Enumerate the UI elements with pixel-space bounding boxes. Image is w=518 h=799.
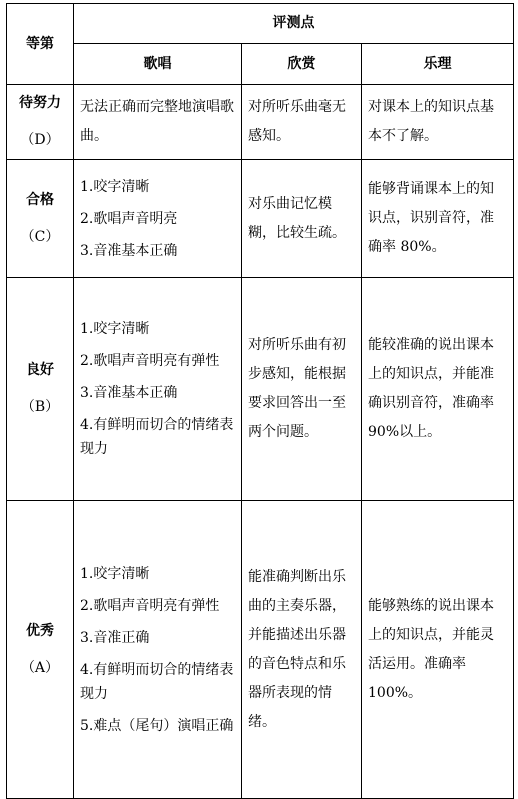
table-row — [7, 85, 514, 160]
singing-item: 3.音准基本正确 — [80, 242, 178, 259]
singing-cell — [74, 278, 242, 501]
theory-cell — [362, 85, 514, 160]
appreciation-text: 对乐曲记忆模糊，比较生疏。 — [248, 195, 346, 241]
appreciation-text: 能准确判断出乐曲的主奏乐器，并能描述出乐器的音色特点和乐器所表现的情绪。 — [248, 568, 346, 730]
theory-text: 能够熟练的说出课本上的知识点，并能灵活运用。准确率 100%。 — [368, 597, 494, 701]
singing-cell — [74, 501, 242, 799]
evaluation-table — [6, 3, 514, 799]
singing-item: 4.有鲜明而切合的情绪表现力 — [80, 661, 234, 702]
grade-code: （B） — [20, 399, 60, 415]
table-row — [7, 160, 514, 278]
header-eval: 评测点 — [74, 4, 514, 44]
appreciation-cell — [242, 85, 362, 160]
singing-cell — [74, 85, 242, 160]
grade-label: 优秀 — [26, 622, 54, 639]
header-singing: 歌唱 — [74, 44, 242, 85]
appreciation-cell — [242, 160, 362, 278]
appreciation-cell — [242, 501, 362, 799]
singing-item: 2.歌唱声音明亮 — [80, 210, 178, 227]
grade-code: （C） — [20, 228, 60, 245]
table-row — [7, 278, 514, 501]
theory-cell — [362, 501, 514, 799]
appreciation-text: 对所听乐曲毫无感知。 — [248, 99, 346, 144]
header-grade: 等第 — [7, 4, 74, 85]
singing-item: 3.音准基本正确 — [80, 385, 178, 401]
appreciation-text: 对所听乐曲有初步感知，能根据要求回答出一至两个问题。 — [248, 337, 346, 440]
appreciation-cell — [242, 278, 362, 501]
theory-text: 能够背诵课本上的知识点，识别音符，准确率 80%。 — [368, 181, 494, 255]
singing-item: 1.咬字清晰 — [80, 321, 150, 337]
header-appreciation: 欣赏 — [242, 44, 362, 85]
grade-label: 待努力 — [19, 95, 61, 111]
theory-text: 能较准确的说出课本上的知识点，并能准确识别音符，准确率 90%以上。 — [368, 337, 494, 440]
singing-item: 5.难点（尾句）演唱正确 — [80, 717, 234, 734]
singing-cell — [74, 160, 242, 278]
singing-item: 3.音准正确 — [80, 629, 150, 646]
table-row — [7, 501, 514, 799]
singing-item: 1.咬字清晰 — [80, 178, 150, 195]
singing-item: 4.有鲜明而切合的情绪表现力 — [80, 417, 234, 457]
theory-cell — [362, 160, 514, 278]
grade-code: （D） — [20, 132, 60, 148]
grade-label: 合格 — [26, 191, 54, 208]
theory-text: 对课本上的知识点基本不了解。 — [368, 99, 494, 144]
grade-cell — [7, 278, 74, 501]
header-theory: 乐理 — [362, 44, 514, 85]
singing-text: 无法正确而完整地演唱歌曲。 — [80, 99, 234, 144]
theory-cell — [362, 278, 514, 501]
singing-item: 2.歌唱声音明亮有弹性 — [80, 597, 220, 614]
singing-item: 2.歌唱声音明亮有弹性 — [80, 353, 220, 369]
grade-code: （A） — [20, 659, 60, 676]
grade-cell — [7, 160, 74, 278]
singing-item: 1.咬字清晰 — [80, 565, 150, 582]
grade-label: 良好 — [26, 362, 54, 378]
grade-cell — [7, 501, 74, 799]
grade-cell — [7, 85, 74, 160]
